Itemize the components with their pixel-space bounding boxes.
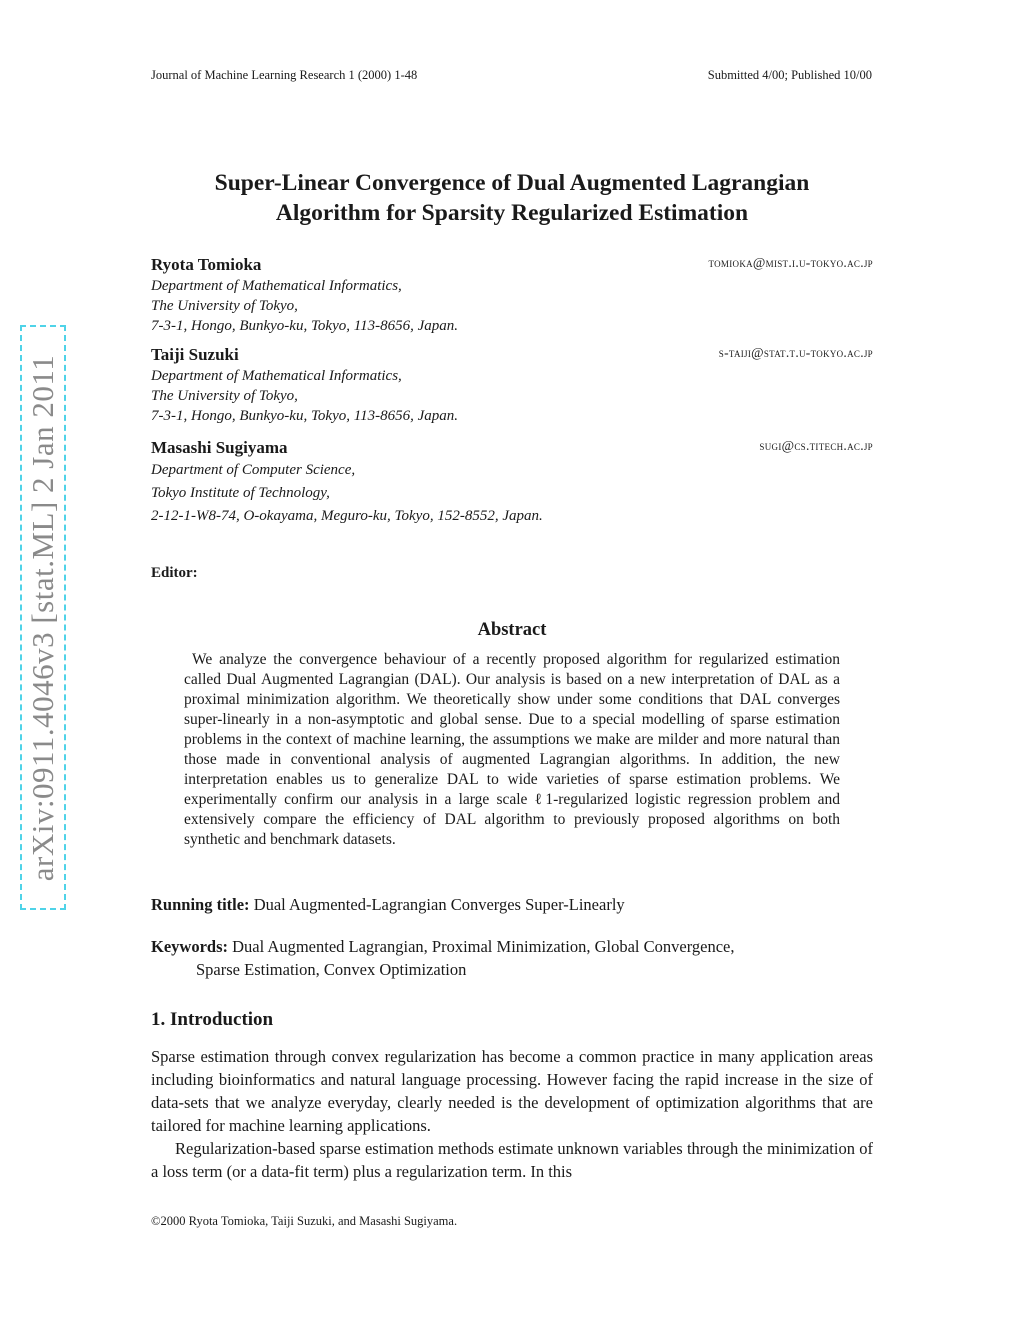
section-body bbox=[151, 1045, 873, 1183]
abstract-text: We analyze the convergence behaviour of a recently proposed algorithm for regularized estimation called Dual Augmented Lagrangian (DAL). Our analysis is based on a new interpretation of DAL as a proximal minimization algorithm. We theoretically show under some conditions that DAL converges super-linearly in a non-asymptotic and global sense. Due to a special modelling of sparse estimation problems in the context of machine learning, the assumptions we make are milder and more natural than those made in conventional analysis of augmented Lagrangian algorithms. In addition, the new interpretation enables us to generalize DAL to wide varieties of sparse estimation problems. We experimentally confirm our analysis in a large scale ℓ1-regularized logistic regression problem and extensively compare the efficiency of DAL algorithm to previously proposed algorithms on both synthetic and benchmark datasets. bbox=[184, 651, 840, 848]
author-email[interactable]: tomioka@mist.i.u-tokyo.ac.jp bbox=[708, 255, 873, 270]
running-title-label: Running title: bbox=[151, 895, 250, 914]
arxiv-stamp-text: arXiv:0911.4046v3 [stat.ML] 2 Jan 2011 bbox=[25, 354, 60, 881]
author-affiliation-line: Tokyo Institute of Technology, bbox=[151, 485, 330, 501]
author-address: 2-12-1-W8-74, O-okayama, Meguro-ku, Tokyo, 152-8552, Japan. bbox=[151, 508, 543, 524]
author-affiliation-line: Department of Mathematical Informatics, bbox=[151, 278, 402, 294]
keywords-line-2: Sparse Estimation, Convex Optimization bbox=[196, 960, 467, 979]
keywords-label: Keywords: bbox=[151, 937, 228, 956]
author-name: Ryota Tomioka bbox=[151, 255, 262, 274]
intro-paragraph-2: Regularization-based sparse estimation methods estimate unknown variables through the minimization of a loss term (or a data-fit term) plus a regularization term. In this bbox=[151, 1139, 873, 1181]
running-title-text: Dual Augmented-Lagrangian Converges Super-Linearly bbox=[253, 895, 625, 914]
journal-header: Journal of Machine Learning Research 1 (2000) 1-48 bbox=[151, 68, 418, 82]
title-line-1: Super-Linear Convergence of Dual Augmented Lagrangian bbox=[214, 170, 810, 196]
author-affiliation-line: Department of Computer Science, bbox=[151, 462, 356, 478]
author-name: Taiji Suzuki bbox=[151, 345, 239, 364]
title-line-2: Algorithm for Sparsity Regularized Estimation bbox=[275, 200, 749, 226]
abstract-body bbox=[184, 650, 840, 850]
author-address: 7-3-1, Hongo, Bunkyo-ku, Tokyo, 113-8656, Japan. bbox=[151, 408, 459, 424]
submission-dates: Submitted 4/00; Published 10/00 bbox=[707, 68, 872, 82]
author-block-2 bbox=[151, 344, 873, 426]
author-email[interactable]: sugi@cs.titech.ac.jp bbox=[759, 438, 873, 453]
author-affiliation-line: Department of Mathematical Informatics, bbox=[151, 368, 402, 384]
abstract-heading: Abstract bbox=[477, 620, 547, 640]
copyright-footer: ©2000 Ryota Tomioka, Taiji Suzuki, and Masashi Sugiyama. bbox=[151, 1214, 458, 1228]
running-title bbox=[151, 895, 873, 915]
author-email[interactable]: s-taiji@stat.t.u-tokyo.ac.jp bbox=[718, 345, 873, 360]
paper-title bbox=[0, 168, 1024, 228]
author-name: Masashi Sugiyama bbox=[151, 438, 288, 457]
keywords-line-1: Dual Augmented Lagrangian, Proximal Minimization, Global Convergence, bbox=[232, 937, 735, 956]
author-block-3 bbox=[151, 437, 873, 528]
author-block-1 bbox=[151, 254, 873, 336]
keywords bbox=[151, 935, 873, 981]
author-affiliation-line: The University of Tokyo, bbox=[151, 388, 298, 404]
editor-label: Editor: bbox=[151, 565, 198, 581]
arxiv-stamp bbox=[20, 325, 66, 910]
author-address: 7-3-1, Hongo, Bunkyo-ku, Tokyo, 113-8656, Japan. bbox=[151, 318, 459, 334]
section-title: 1. Introduction bbox=[151, 1009, 274, 1030]
intro-paragraph-1: Sparse estimation through convex regularization has become a common practice in many application areas including bioinformatics and natural language processing. However facing the rapid increase in the size of data-sets that we analyze everyday, clearly needed is the development of optimization algorithms that are tailored for machine learning applications. bbox=[151, 1047, 873, 1135]
author-affiliation-line: The University of Tokyo, bbox=[151, 298, 298, 314]
